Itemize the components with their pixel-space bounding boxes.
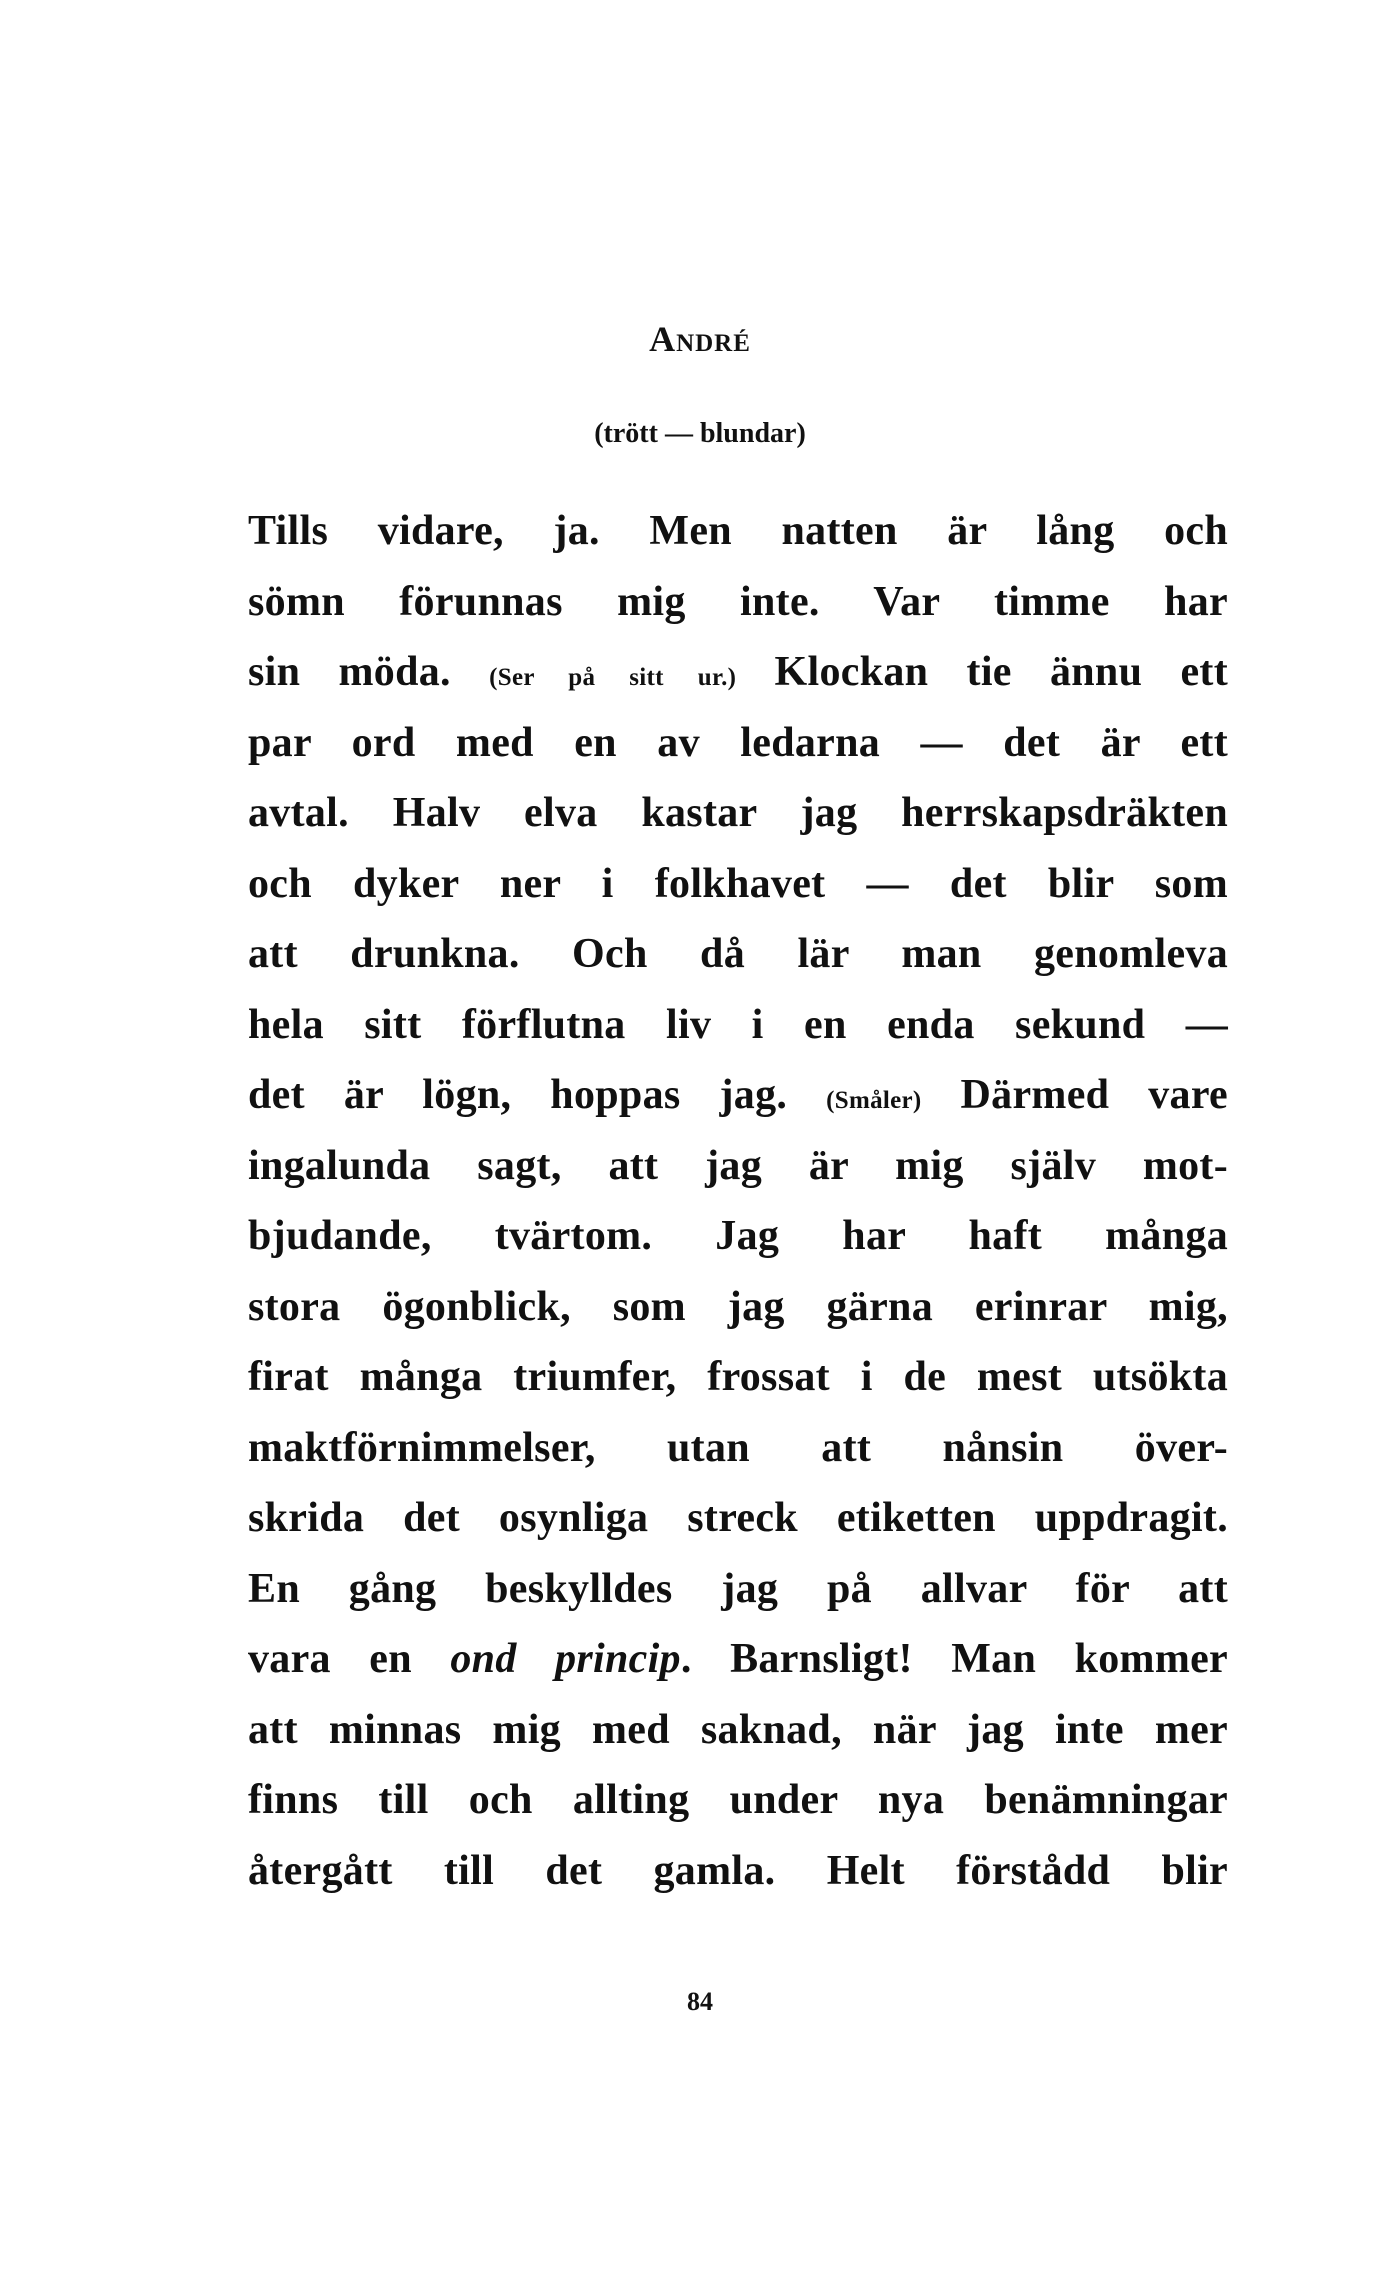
text-line: stora ögonblick, som jag gärna erinrar mig, <box>248 1283 1228 1330</box>
text-line: par ord med en av ledarna — det är ett <box>248 719 1228 766</box>
text-line: maktförnimmelser, utan att nånsin över- <box>248 1424 1228 1471</box>
text-line: det är lögn, hoppas jag. (Småler) Därmed vare <box>248 1072 1228 1118</box>
text-line: firat många triumfer, frossat i de mest utsökta <box>248 1354 1228 1400</box>
speaker-name: André <box>649 319 751 359</box>
text-line: Tills vidare, ja. Men natten är lång och <box>248 508 1228 554</box>
emphasized-phrase: ond princip <box>450 1636 681 1682</box>
text-line: att drunkna. Och då lär man genomleva <box>248 931 1228 977</box>
inline-stage-direction: (Småler) <box>826 1087 922 1114</box>
text-line: avtal. Halv elva kastar jag herrskapsdräkten <box>248 790 1228 836</box>
text-line: skrida det osynliga streck etiketten uppdragit. <box>248 1495 1228 1541</box>
text-line: och dyker ner i folkhavet — det blir som <box>248 860 1228 907</box>
text-line: återgått till det gamla. Helt förstådd blir <box>248 1847 1228 1894</box>
text-line: En gång beskylldes jag på allvar för att <box>248 1565 1228 1612</box>
inline-stage-direction: (Ser på sitt ur.) <box>489 664 737 691</box>
text-line: ingalunda sagt, att jag är mig själv mot- <box>248 1142 1228 1189</box>
text-line: bjudande, tvärtom. Jag har haft många <box>248 1213 1228 1259</box>
stage-direction: (trött — blundar) <box>594 418 806 449</box>
text-line: sömn förunnas mig inte. Var timme har <box>248 578 1228 625</box>
text-line: sin möda. (Ser på sitt ur.) Klockan tie ännu ett <box>248 649 1229 695</box>
page-number: 84 <box>687 1987 713 2016</box>
text-line: finns till och allting under nya benämningar <box>248 1777 1228 1823</box>
text-line: att minnas mig med saknad, när jag inte mer <box>248 1706 1228 1753</box>
body-text <box>248 496 1228 1906</box>
text-line: vara en ond princip. Barnsligt! Man kommer <box>248 1636 1229 1682</box>
text-line: hela sitt förflutna liv i en enda sekund — <box>248 1001 1228 1048</box>
